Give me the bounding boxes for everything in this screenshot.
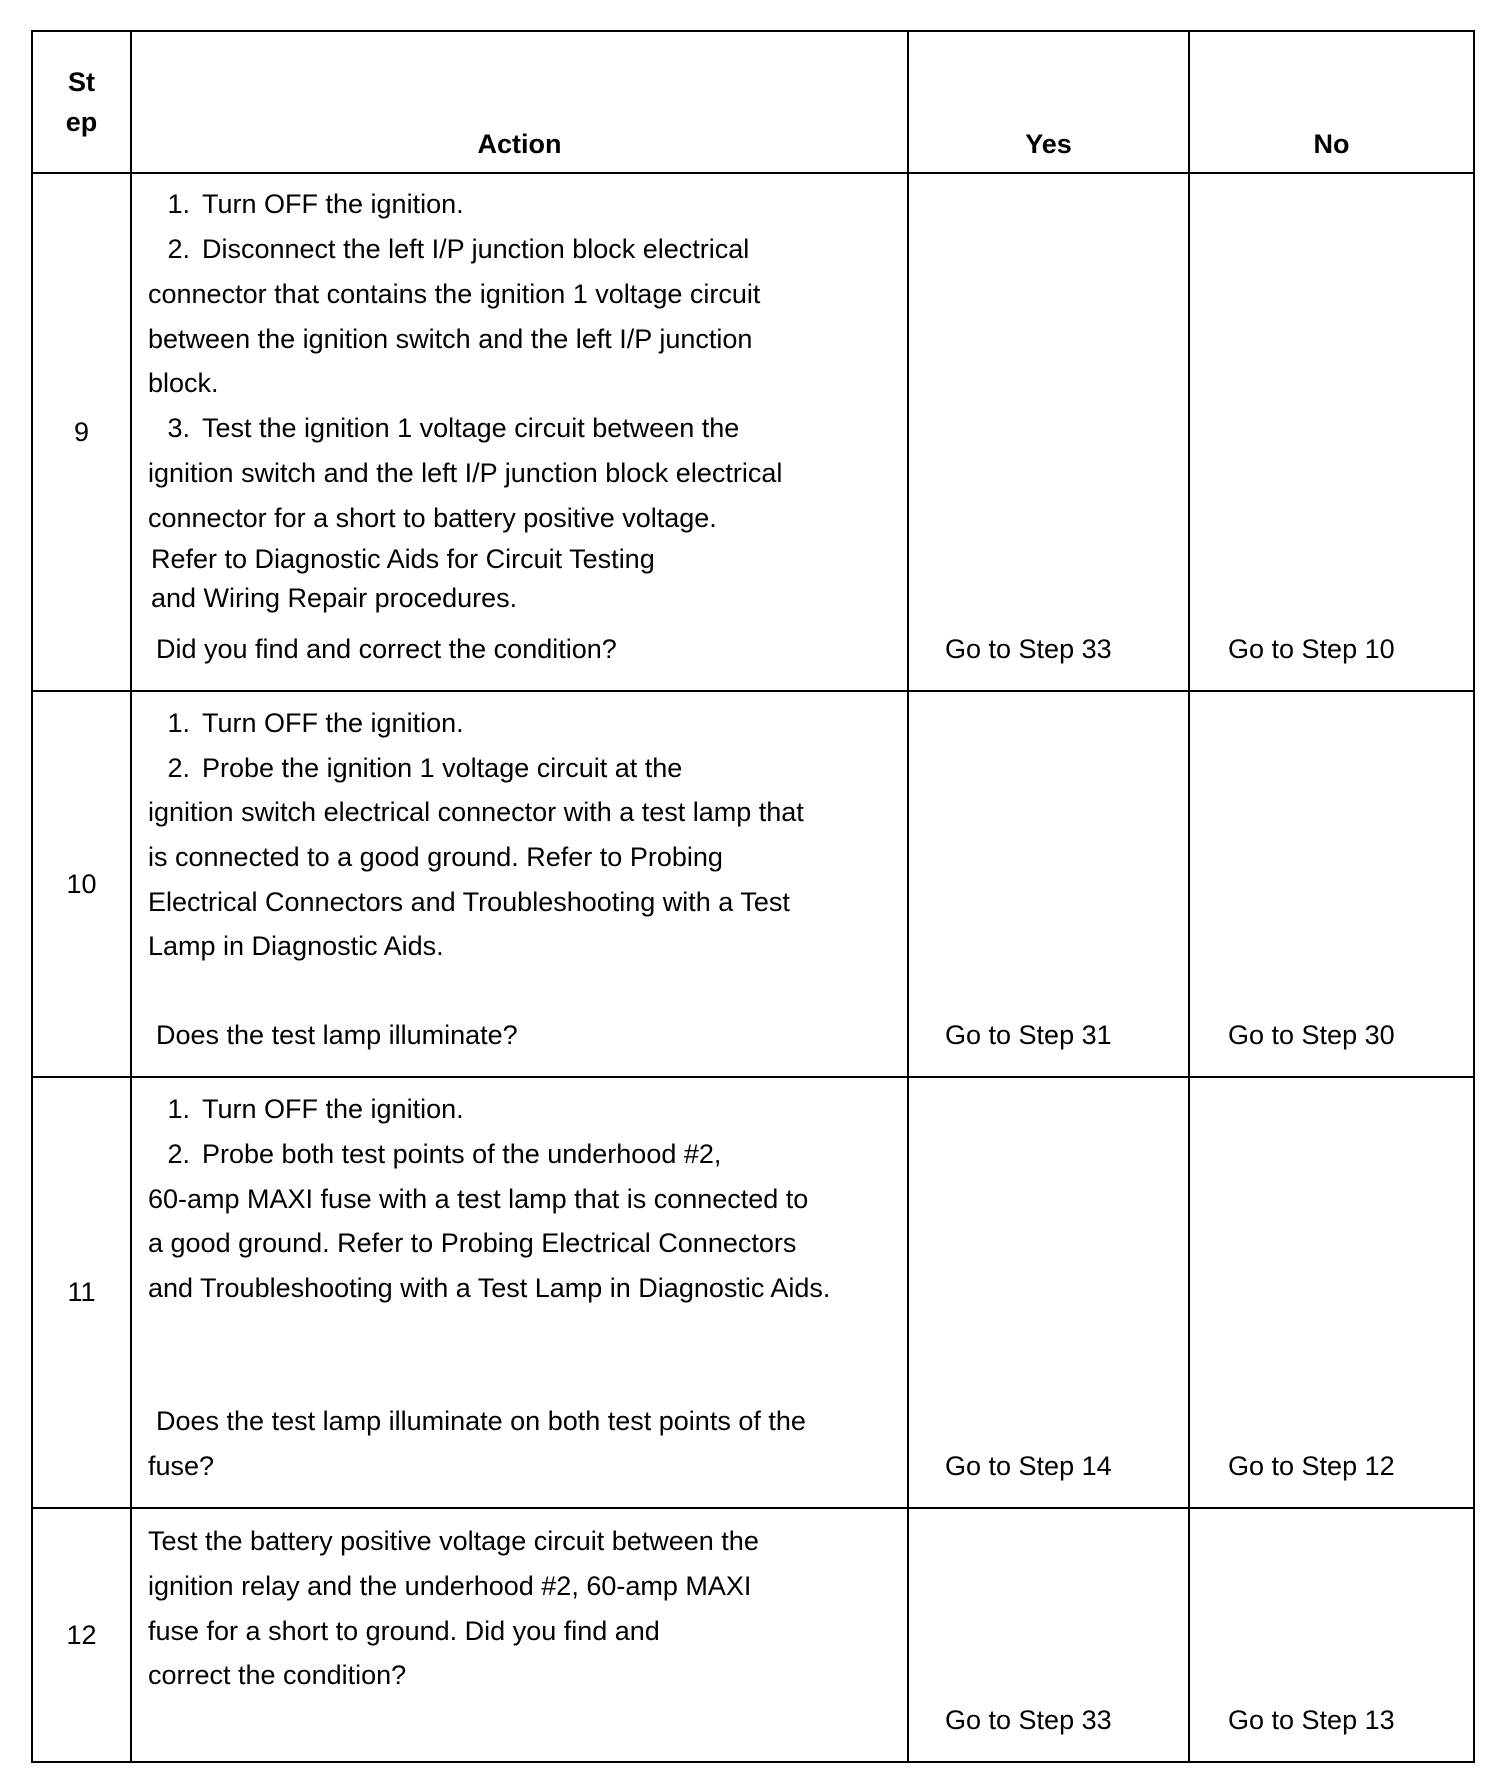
- action-line: 60-amp MAXI fuse with a test lamp that is connected to: [148, 1184, 809, 1214]
- no-cell: [1189, 1077, 1474, 1508]
- action-cell: [131, 173, 908, 691]
- action-line: between the ignition switch and the left I/P junction: [148, 324, 753, 354]
- step-number: 10: [32, 691, 131, 1077]
- yes-cell: [908, 691, 1189, 1077]
- action-line: connector for a short to battery positive voltage.: [148, 503, 717, 533]
- action-line: is connected to a good ground. Refer to Probing: [148, 842, 723, 872]
- yes-link[interactable]: Go to Step 31: [945, 1020, 1112, 1050]
- action-line: 2. Disconnect the left I/P junction block electrical: [167, 234, 750, 264]
- header-step: [32, 31, 131, 173]
- action-line: and Troubleshooting with a Test Lamp in Diagnostic Aids.: [148, 1273, 831, 1303]
- no-link[interactable]: Go to Step 10: [1228, 634, 1395, 664]
- action-line: a good ground. Refer to Probing Electrical Connectors: [148, 1228, 797, 1258]
- yes-link[interactable]: Go to Step 33: [945, 634, 1112, 664]
- action-line: Refer to Diagnostic Aids for Circuit Testing: [151, 544, 655, 574]
- header-action: Action: [131, 31, 908, 173]
- no-cell: [1189, 173, 1474, 691]
- action-line: 2. Probe both test points of the underhood #2,: [167, 1139, 722, 1169]
- action-line: Lamp in Diagnostic Aids.: [148, 931, 444, 961]
- diagnostic-table: [31, 30, 1475, 1763]
- action-line: 1. Turn OFF the ignition.: [167, 189, 464, 219]
- action-cell: [131, 691, 908, 1077]
- action-line: Test the battery positive voltage circuit between the: [148, 1526, 759, 1556]
- action-question: fuse?: [148, 1451, 215, 1481]
- table-row: [32, 1077, 1474, 1508]
- yes-cell: [908, 173, 1189, 691]
- no-cell: [1189, 1508, 1474, 1762]
- header-step-line2: ep: [65, 107, 98, 137]
- action-line: connector that contains the ignition 1 voltage circuit: [148, 279, 761, 309]
- no-link[interactable]: Go to Step 12: [1228, 1451, 1395, 1481]
- action-line: and Wiring Repair procedures.: [151, 583, 518, 613]
- header-no: No: [1189, 31, 1474, 173]
- action-line: ignition switch electrical connector with a test lamp that: [148, 797, 804, 827]
- action-cell: [131, 1077, 908, 1508]
- table-row: [32, 173, 1474, 691]
- yes-link[interactable]: Go to Step 33: [945, 1705, 1112, 1735]
- action-line: 1. Turn OFF the ignition.: [167, 708, 464, 738]
- yes-cell: [908, 1077, 1189, 1508]
- step-number: 12: [32, 1508, 131, 1762]
- no-link[interactable]: Go to Step 13: [1228, 1705, 1395, 1735]
- action-line: correct the condition?: [148, 1660, 407, 1690]
- yes-link[interactable]: Go to Step 14: [945, 1451, 1112, 1481]
- action-line: block.: [148, 368, 219, 398]
- action-question: Does the test lamp illuminate on both test points of the: [156, 1406, 806, 1436]
- no-link[interactable]: Go to Step 30: [1228, 1020, 1395, 1050]
- no-cell: [1189, 691, 1474, 1077]
- header-step-line1: St: [68, 67, 95, 97]
- action-line: 3. Test the ignition 1 voltage circuit between the: [167, 413, 740, 443]
- table-row: [32, 691, 1474, 1077]
- action-line: ignition relay and the underhood #2, 60-amp MAXI: [148, 1571, 752, 1601]
- action-line: 2. Probe the ignition 1 voltage circuit at the: [167, 753, 683, 783]
- step-number: 11: [32, 1077, 131, 1508]
- header-row: [32, 31, 1474, 173]
- yes-cell: [908, 1508, 1189, 1762]
- header-yes: Yes: [908, 31, 1189, 173]
- action-line: Electrical Connectors and Troubleshooting with a Test: [148, 887, 790, 917]
- step-number: 9: [32, 173, 131, 691]
- action-line: 1. Turn OFF the ignition.: [167, 1094, 464, 1124]
- action-cell: [131, 1508, 908, 1762]
- action-question: Does the test lamp illuminate?: [156, 1020, 518, 1050]
- action-line: ignition switch and the left I/P junction block electrical: [148, 458, 783, 488]
- action-question: Did you find and correct the condition?: [156, 634, 617, 664]
- action-line: fuse for a short to ground. Did you find and: [148, 1616, 660, 1646]
- table-row: [32, 1508, 1474, 1762]
